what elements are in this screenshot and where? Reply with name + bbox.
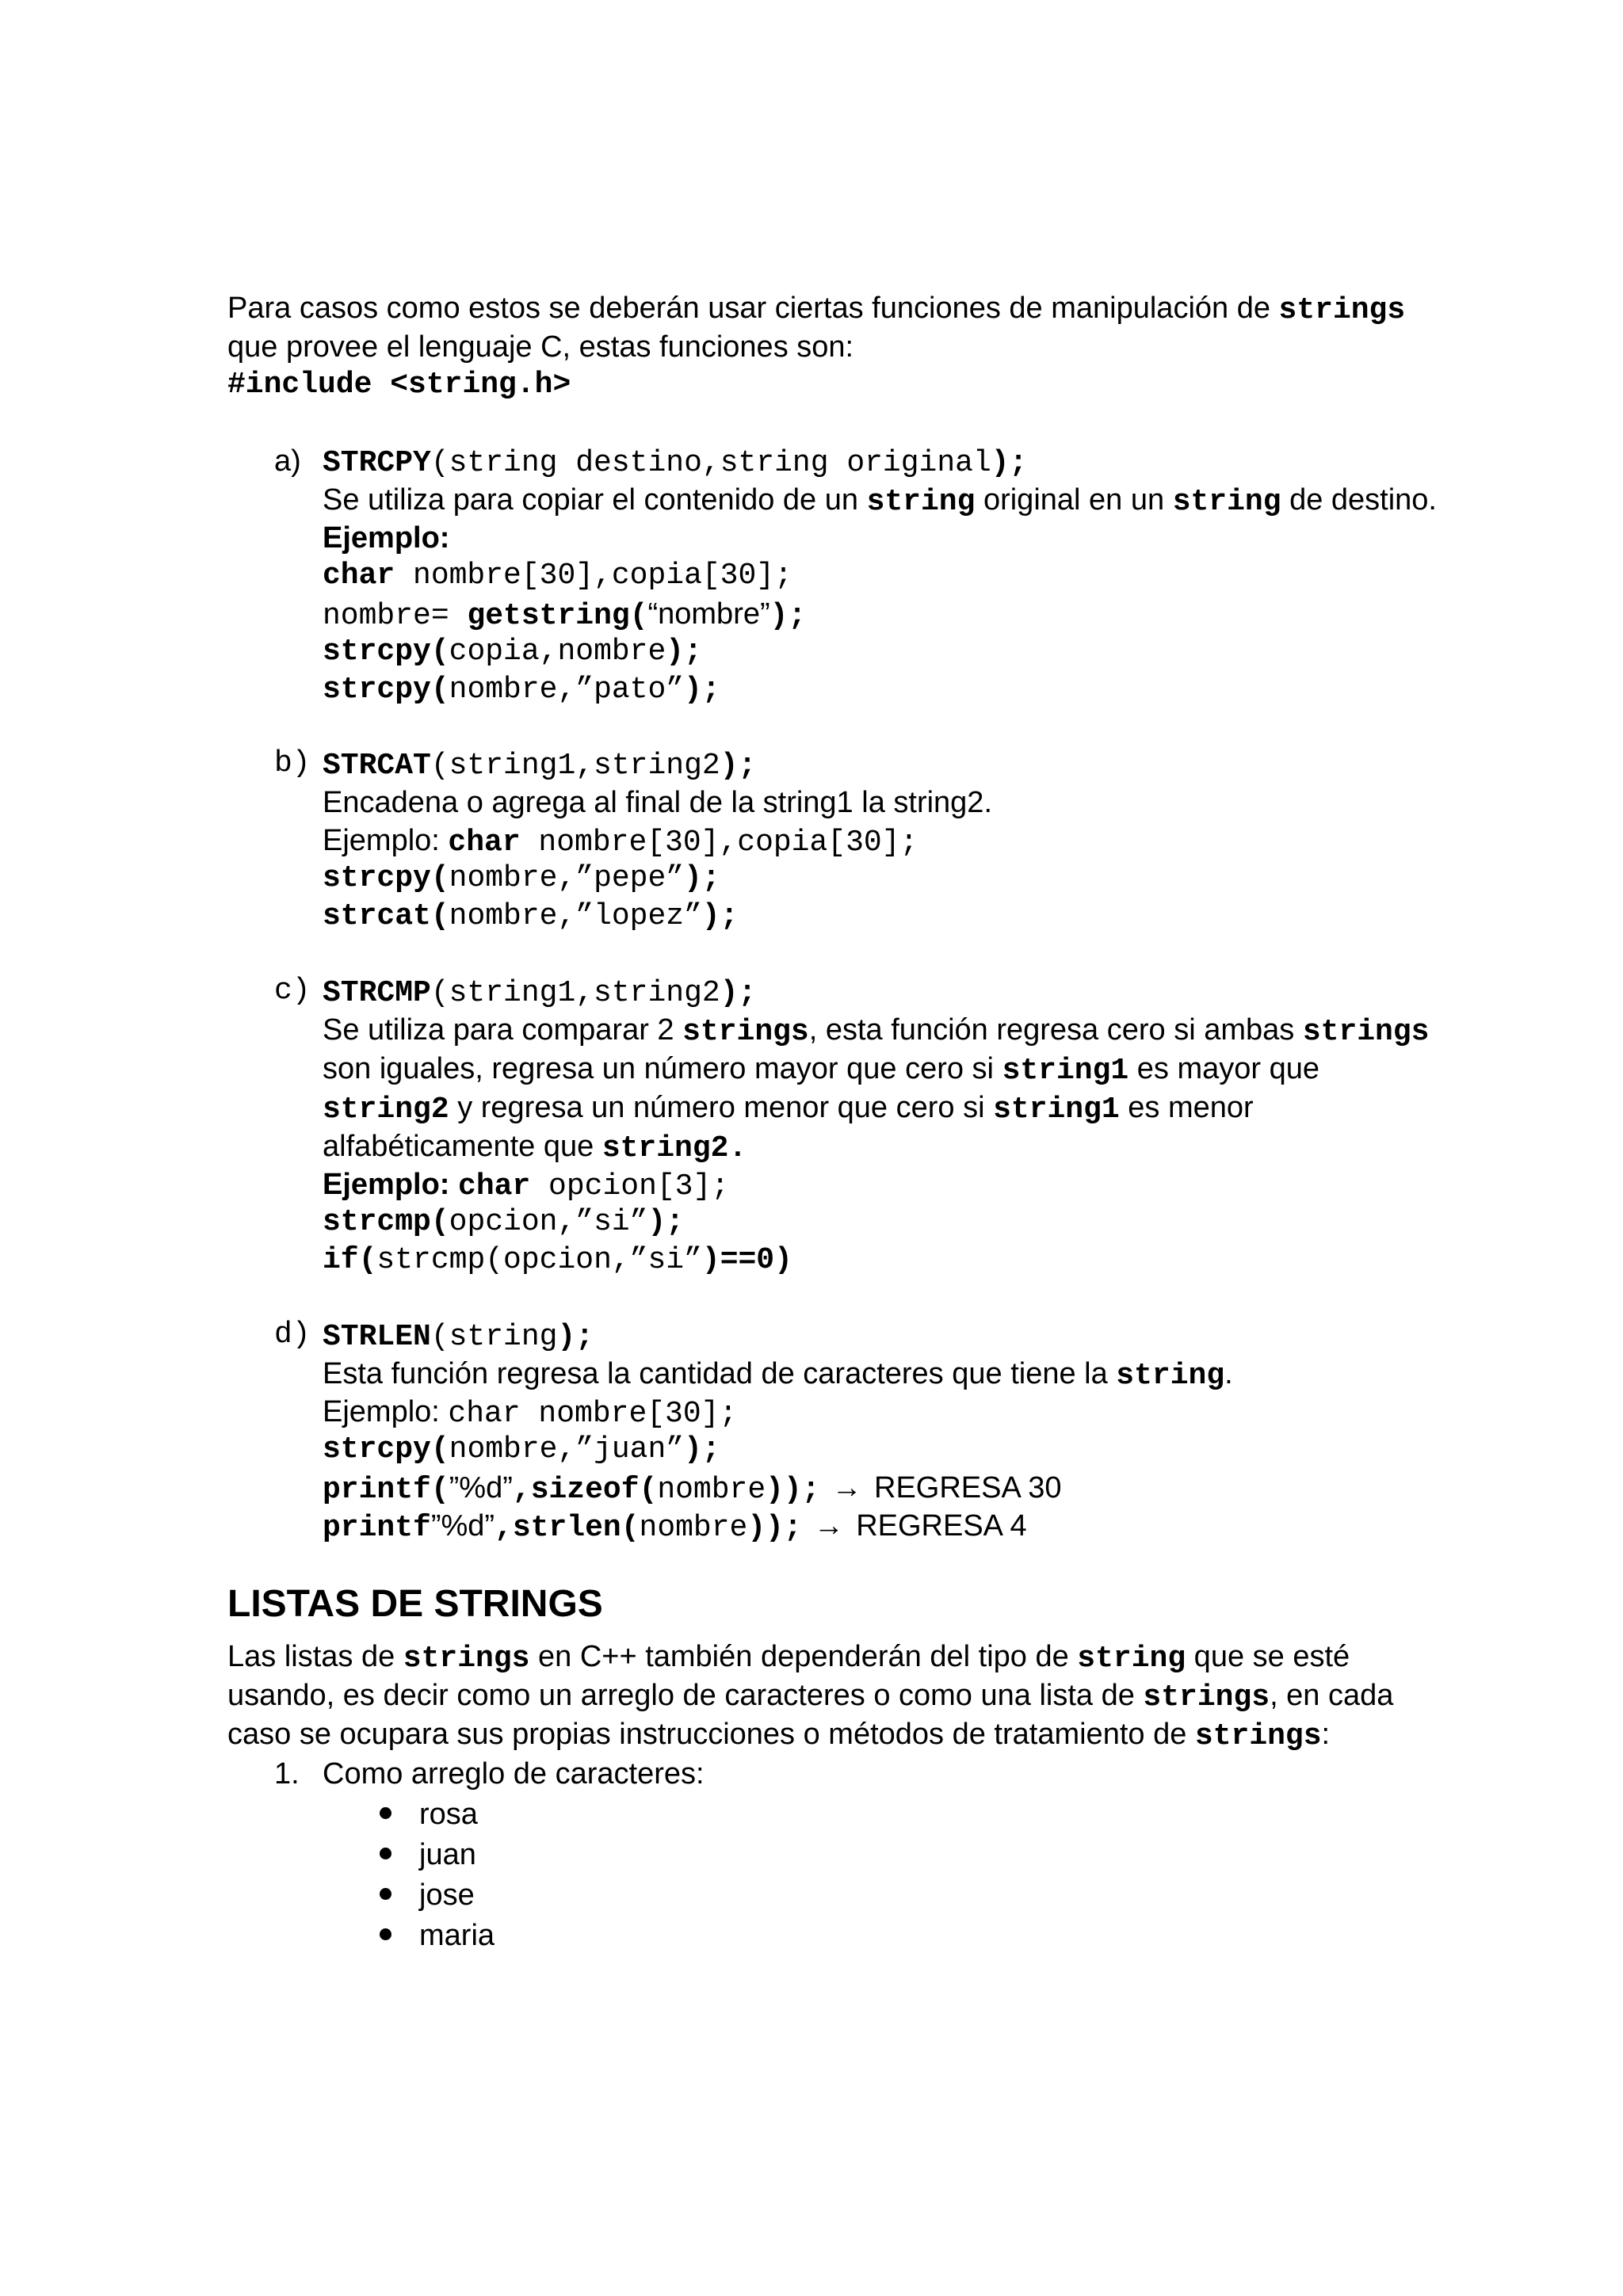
code-text: nombre,”juan” [449, 1432, 685, 1466]
section-para-line-3 [227, 1715, 1330, 1753]
code-line [323, 1241, 792, 1280]
para-text: usando, es decir como un arreglo de caracteres o como una lista de [227, 1679, 1144, 1712]
code-keyword: ); [647, 1205, 685, 1239]
para-text: , en cada [1270, 1679, 1394, 1712]
para-text: que se esté [1186, 1640, 1350, 1673]
item-b-signature [323, 745, 756, 783]
desc-text: , esta función regresa cero si ambas [808, 1013, 1303, 1047]
code-keyword: char [323, 559, 395, 593]
code-text: nombre [657, 1473, 766, 1507]
code-keyword: sizeof( [530, 1473, 658, 1507]
inline-code: string1 [993, 1093, 1120, 1127]
code-keyword: ); [769, 599, 807, 633]
desc-text: es mayor que [1128, 1052, 1319, 1085]
item-c-description-4 [323, 1127, 747, 1165]
list-item: maria [419, 1919, 495, 1952]
bullet-icon [380, 1928, 391, 1940]
arrow-icon: → [801, 1511, 857, 1545]
code-keyword: printf [323, 1511, 431, 1545]
code-text: char nombre[30]; [448, 1397, 738, 1431]
item-b-description: Encadena o agrega al final de la string1 la string2. [323, 786, 992, 819]
function-close: ); [991, 446, 1028, 480]
code-keyword: strcmp( [323, 1205, 449, 1239]
desc-text: Esta función regresa la cantidad de caracteres que tiene la [323, 1357, 1117, 1390]
code-keyword: ); [701, 899, 739, 933]
item-c-marker: c) [274, 974, 311, 1008]
code-string: “nombre” [647, 597, 770, 631]
example-label: Ejemplo: [323, 1168, 459, 1201]
code-keyword: printf( [323, 1473, 449, 1507]
code-keyword: strcpy( [323, 1432, 449, 1466]
code-keyword: char [448, 826, 521, 860]
desc-text: son iguales, regresa un número mayor que cero si [323, 1052, 1002, 1085]
code-line [323, 1393, 737, 1431]
inline-code: string2 [323, 1093, 449, 1127]
inline-code: strings [1302, 1015, 1430, 1049]
inline-code: strings [403, 1642, 530, 1676]
item-a-marker: a) [274, 444, 301, 478]
inline-code: string2. [601, 1131, 747, 1165]
bullet-icon [380, 1888, 391, 1900]
code-line [323, 1469, 1062, 1507]
item-b-marker: b) [274, 746, 311, 780]
list-item: jose [419, 1878, 475, 1912]
code-line [323, 860, 720, 898]
desc-text: es menor [1119, 1091, 1254, 1124]
code-text: strcmp(opcion,”si” [376, 1243, 702, 1277]
inline-code: strings [682, 1015, 809, 1049]
code-text: nombre,”lopez” [449, 899, 702, 933]
code-line [323, 633, 702, 671]
code-text: nombre,”pepe” [449, 861, 685, 895]
code-keyword: , [512, 1473, 531, 1507]
bullet-icon [380, 1848, 391, 1859]
code-line [323, 671, 720, 709]
code-line [323, 822, 918, 860]
numbered-marker: 1. [274, 1757, 300, 1791]
item-c-signature [323, 972, 756, 1010]
numbered-item: Como arreglo de caracteres: [323, 1757, 705, 1791]
function-name: STRCAT [323, 749, 431, 783]
code-line [323, 595, 806, 633]
section-para-line-2 [227, 1676, 1393, 1714]
arrow-icon: → [819, 1473, 874, 1507]
item-a-description [323, 481, 1437, 519]
item-a-example-label: Ejemplo: [323, 521, 450, 555]
code-text: opcion,”si” [449, 1205, 648, 1239]
section-para-line-1 [227, 1638, 1350, 1676]
code-text: nombre[30],copia[30]; [395, 559, 792, 593]
function-close: ); [557, 1320, 594, 1354]
code-keyword: strlen( [512, 1511, 640, 1545]
code-keyword: getstring( [467, 599, 648, 633]
function-params: (string1,string2 [430, 976, 720, 1010]
bullet-icon [380, 1807, 391, 1819]
desc-text: Se utiliza para copiar el contenido de un [323, 483, 867, 517]
para-text: Las listas de [227, 1640, 403, 1673]
code-keyword: , [495, 1511, 513, 1545]
para-text: en C++ también dependerán del tipo de [529, 1640, 1078, 1673]
item-c-description-1 [323, 1011, 1429, 1049]
result-note: REGRESA 30 [874, 1471, 1062, 1505]
code-keyword: )); [766, 1473, 820, 1507]
para-text: : [1321, 1718, 1331, 1751]
code-text: opcion[3]; [530, 1169, 730, 1203]
list-item: juan [419, 1838, 476, 1871]
function-params: (string1,string2 [430, 749, 720, 783]
include-directive: #include <string.h> [227, 368, 571, 402]
function-name: STRLEN [323, 1320, 431, 1354]
code-keyword: ); [684, 673, 720, 707]
para-text: caso se ocupara sus propias instrucciones o métodos de tratamiento de [227, 1718, 1195, 1751]
section-heading: LISTAS DE STRINGS [227, 1583, 603, 1625]
code-string: ”%d” [449, 1471, 513, 1505]
item-d-marker: d) [274, 1318, 311, 1352]
code-text: nombre,”pato” [449, 673, 685, 707]
code-keyword: strcpy( [323, 861, 449, 895]
inline-code: strings [1194, 1719, 1322, 1753]
code-text: nombre [639, 1511, 748, 1545]
code-keyword: )); [747, 1511, 802, 1545]
function-close: ); [720, 976, 757, 1010]
inline-code: string [1116, 1359, 1225, 1393]
inline-code: string1 [1002, 1054, 1129, 1088]
desc-text: original en un [975, 483, 1173, 517]
code-keyword: ); [666, 635, 702, 669]
list-item: rosa [419, 1798, 478, 1831]
intro-line-1 [227, 289, 1405, 327]
desc-text: y regresa un número menor que cero si [449, 1091, 994, 1124]
item-c-description-3 [323, 1089, 1254, 1127]
code-line [323, 1165, 729, 1203]
code-line [323, 898, 739, 936]
code-text: copia,nombre [449, 635, 666, 669]
example-label: Ejemplo: [323, 1395, 449, 1428]
inline-code: string [1172, 485, 1281, 519]
result-note: REGRESA 4 [856, 1509, 1027, 1543]
code-line [323, 557, 792, 595]
function-name: STRCMP [323, 976, 431, 1010]
code-line [323, 1431, 720, 1469]
code-string: ”%d” [430, 1509, 495, 1543]
desc-text: . [1224, 1357, 1233, 1390]
desc-text: Se utiliza para comparar 2 [323, 1013, 683, 1047]
inline-code: string [1077, 1642, 1186, 1676]
inline-code: string [866, 485, 976, 519]
intro-line-2: que provee el lenguaje C, estas funciones son: [227, 330, 854, 364]
function-close: ); [720, 749, 757, 783]
example-label: Ejemplo: [323, 824, 449, 857]
inline-code: strings [1278, 293, 1406, 327]
function-params: (string [430, 1320, 558, 1354]
item-d-signature [323, 1316, 594, 1354]
code-text: nombre[30],copia[30]; [520, 826, 918, 860]
desc-text: de destino. [1281, 483, 1437, 517]
intro-text: Para casos como estos se deberán usar ciertas funciones de manipulación de [227, 292, 1279, 325]
item-d-description [323, 1355, 1233, 1393]
item-c-description-2 [323, 1050, 1319, 1088]
code-keyword: if( [323, 1243, 377, 1277]
code-line [323, 1203, 684, 1241]
code-keyword: strcpy( [323, 673, 449, 707]
code-keyword: char [458, 1169, 531, 1203]
function-name: STRCPY [323, 446, 431, 480]
item-a-signature [323, 442, 1027, 480]
code-keyword: ); [684, 1432, 720, 1466]
code-keyword: strcpy( [323, 635, 449, 669]
desc-text: alfabéticamente que [323, 1130, 602, 1163]
code-line [323, 1507, 1027, 1545]
inline-code: strings [1143, 1680, 1270, 1714]
function-params: (string destino,string original [430, 446, 991, 480]
code-text: nombre= [323, 599, 468, 633]
code-keyword: )==0) [701, 1243, 792, 1277]
code-keyword: strcat( [323, 899, 449, 933]
code-keyword: ); [684, 861, 720, 895]
